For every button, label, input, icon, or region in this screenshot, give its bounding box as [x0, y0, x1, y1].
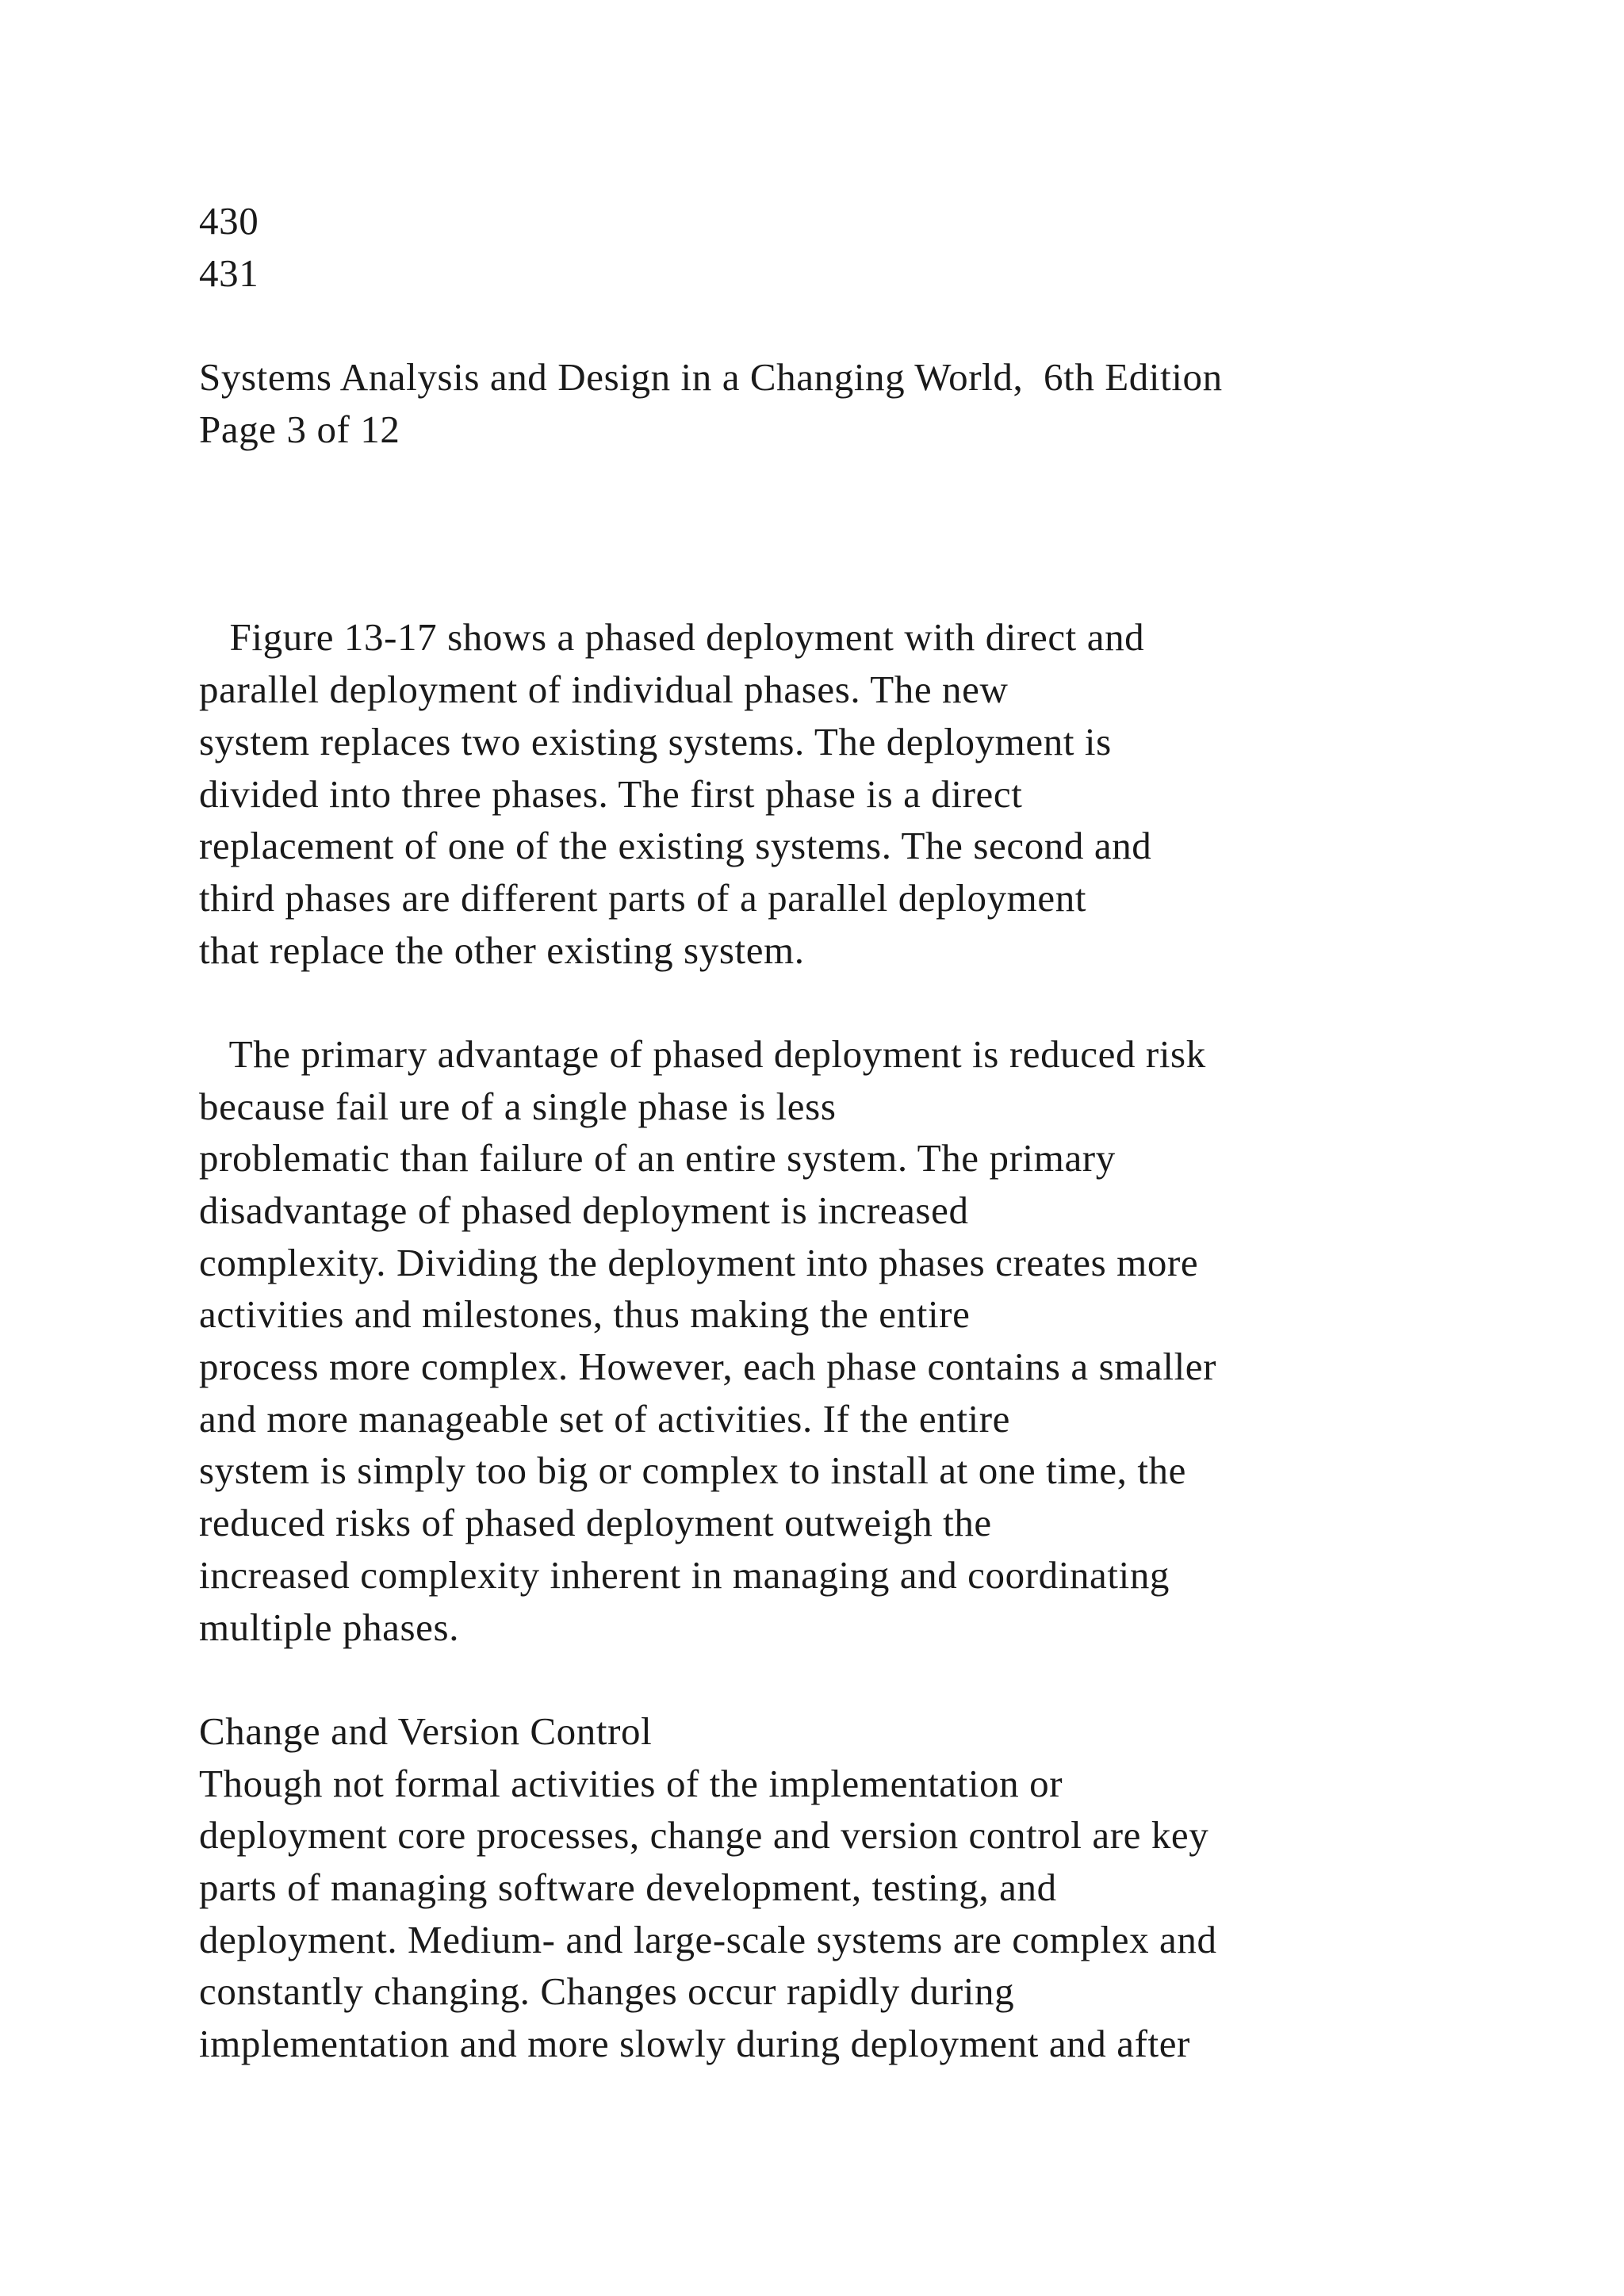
paragraph-line: problematic than failure of an entire system. The primary — [199, 1136, 1116, 1181]
spacer — [199, 976, 1547, 1028]
spacer — [199, 1653, 1547, 1705]
book-title: Systems Analysis and Design in a Changing World, 6th Edition — [199, 355, 1223, 400]
paragraph-2 — [199, 1028, 1547, 1653]
paragraph-line: complexity. Dividing the deployment into phases creates more — [199, 1240, 1199, 1284]
paragraph-line: and more manageable set of activities. If the entire — [199, 1396, 1011, 1441]
section-change-version-control — [199, 1705, 1547, 2070]
paragraph-line: activities and milestones, thus making the entire — [199, 1292, 971, 1337]
paragraph-line: Though not formal activities of the implementation or — [199, 1761, 1063, 1805]
document-page — [199, 195, 1547, 2070]
paragraph-line: disadvantage of phased deployment is increased — [199, 1188, 969, 1232]
page-indicator: Page 3 of 12 — [199, 407, 400, 451]
paragraph-1 — [199, 611, 1547, 976]
paragraph-line: system replaces two existing systems. The deployment is — [199, 719, 1112, 763]
paragraph-line: parallel deployment of individual phases. The new — [199, 668, 1009, 712]
paragraph-line: Figure 13-17 shows a phased deployment with direct and — [199, 615, 1145, 660]
paragraph-line: system is simply too big or complex to install at one time, the — [199, 1448, 1186, 1493]
section-heading: Change and Version Control — [199, 1709, 653, 1753]
spacer — [199, 455, 1547, 611]
paragraph-line: divided into three phases. The first phase is a direct — [199, 771, 1023, 816]
paragraph-line: because fail ure of a single phase is less — [199, 1084, 837, 1128]
paragraph-line: implementation and more slowly during deployment and after — [199, 2022, 1190, 2065]
paragraph-line: deployment. Medium- and large-scale systems are complex and — [199, 1917, 1217, 1961]
paragraph-line: reduced risks of phased deployment outweigh the — [199, 1501, 992, 1545]
paragraph-line: The primary advantage of phased deployment is reduced risk — [199, 1031, 1206, 1076]
paragraph-line: third phases are different parts of a parallel deployment — [199, 875, 1087, 920]
paragraph-line: that replace the other existing system. — [199, 928, 805, 972]
spacer — [199, 299, 1547, 351]
paragraph-line: process more complex. However, each phase contains a smaller — [199, 1345, 1217, 1389]
page-number-2: 431 — [199, 251, 259, 295]
paragraph-line: multiple phases. — [199, 1605, 460, 1649]
paragraph-line: replacement of one of the existing systems. The second and — [199, 824, 1152, 868]
paragraph-line: increased complexity inherent in managing and coordinating — [199, 1552, 1170, 1597]
page-number-1: 430 — [199, 199, 259, 243]
paragraph-line: constantly changing. Changes occur rapidly during — [199, 1969, 1015, 2014]
paragraph-line: deployment core processes, change and version control are key — [199, 1813, 1209, 1858]
paragraph-line: parts of managing software development, testing, and — [199, 1865, 1057, 1909]
